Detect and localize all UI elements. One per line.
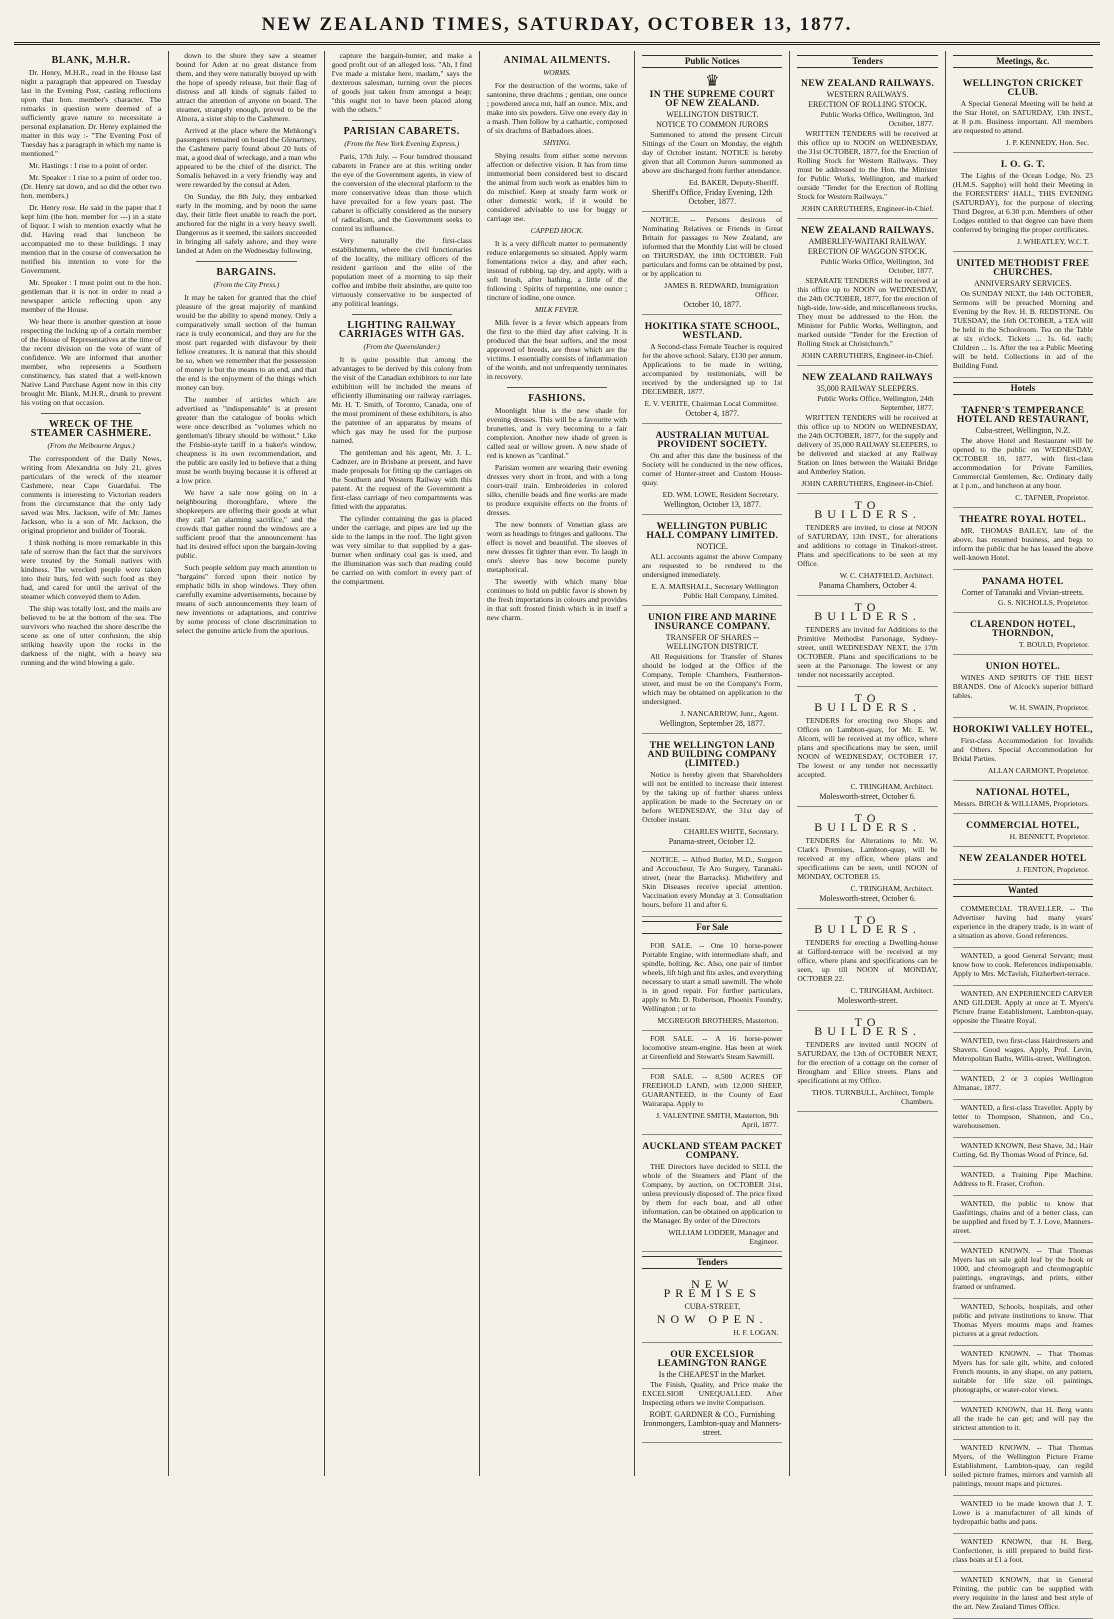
article-paragraph: It is a very difficult matter to permanently reduce enlargements so situated. Apply warm fomentations twice a day, and after each, instead of rubbing, tap dry, and apply, with a soft brush, after bathing, a little of the following : Spirits of turpentine, one ounce ; tincture of iodine, one ounce. <box>486 239 628 302</box>
ad-heading: WELLINGTON PUBLIC HALL COMPANY LIMITED. <box>646 521 779 541</box>
ad-heading: TO BUILDERS. <box>814 600 921 623</box>
wanted-ad <box>953 1440 1093 1496</box>
ad-signature: T. BOULD, Proprietor. <box>1018 640 1089 649</box>
wanted-ad <box>953 1299 1093 1346</box>
ad-heading: HOROKIWI VALLEY HOTEL, <box>952 724 1093 735</box>
section-heading: Public Notices <box>642 55 782 68</box>
wanted-ad <box>953 1138 1093 1167</box>
ad-date: Wellington, October 13, 1877. <box>663 500 761 509</box>
article-paragraph: Mr. Speaker : I must point out to the hon. gentleman that it is not in order to read a newspaper article reflecting upon any member of the House. <box>21 278 162 314</box>
article-paragraph: Mr. Speaker : I rise to a point of order too. (Dr. Henry sat down, and so did the other two hon. members.) <box>21 173 162 200</box>
article-paragraph: We have a sale now going on in a neighbouring thoroughfare, where the shopkeepers are offering their goods at what they call "an alarming sacrifice," and the crowds that gather round the windows are a sufficient proof that the announcement has had its desired effect upon the bargain-loving public. <box>176 488 317 560</box>
ad-signature: JAMES B. REDWARD, Immigration Officer. <box>664 281 779 299</box>
column-7 <box>946 51 1100 1611</box>
ad-heading: AUSTRALIAN MUTUAL PROVIDENT SOCIETY. <box>655 430 770 450</box>
ad-heading: NEW ZEALAND RAILWAYS. <box>800 225 935 236</box>
section-heading: For Sale <box>642 921 782 934</box>
ad-signature: W. C. CHATFIELD, Architect. <box>839 571 934 580</box>
ad-signature: JOHN CARRUTHERS, Engineer-in-Chief. <box>801 479 934 488</box>
ad-body: WANTED KNOWN. -- That Thomas Myers has for sale gilt, white, and colored French mounts, in any shape, on any pattern, suitable for life size oil paintings, photographs, or water-color views. <box>952 1349 1093 1394</box>
article-paragraph: Very naturally the first-class establishments, where the civil functionaries of the locality, the military officers of the resident garrison and the elite of the population meet of a morning to sip their coffee and imbibe their absinthe, are quite too virtuously conservative to be suspected of any political leanings. <box>331 236 472 308</box>
wanted-ad <box>953 1243 1093 1299</box>
article-paragraph: Parisian women are wearing their evening dresses very short in front, and with a long court-trail train. Embroideries in colored silks, chenille beads and fine works are made to produce exquisite effects on the fronts of dresses. <box>486 463 628 517</box>
tender-sleepers <box>797 366 937 494</box>
ad-body: The Finish, Quality, and Price make the EXCELSIOR UNEQUALLED. After Inspecting others we invite Comparison. <box>642 1380 783 1407</box>
ad-date: Panama Chambers, October 4. <box>818 581 917 590</box>
article-paragraph: Such people seldom pay much attention to "bargains" forced upon their notice by emphatic bills in shop windows. They often carefully examine advertisements, because by means of such announcements they learn of new inventions or adaptations, and contrive by some process of close discrimination to select the genuine article from the spurious. <box>176 563 317 635</box>
ad-body: WINES AND SPIRITS OF THE BEST BRANDS. One of Alcock's superior billiard tables. <box>952 673 1093 700</box>
ad-heading: UNITED METHODIST FREE CHURCHES. <box>956 258 1090 278</box>
to-builders-ad <box>797 909 937 1011</box>
article-paragraph: Milk fever is a fever which appears from the first to the third day after calving. It is produced that the heat suffers, and the most approved of breeds, are those which are the victims. I essentially consists of inflammation of the womb, and not unfrequently terminates in recovery. <box>486 318 628 381</box>
ad-heading: NEW ZEALAND RAILWAYS. <box>800 78 935 89</box>
ad-subheading: Cuba-street, Wellington, N.Z. <box>975 426 1071 435</box>
ad-signature: J. VALENTINE SMITH, Masterton, 9th April, 1877. <box>656 1111 779 1129</box>
article-paragraph: For the destruction of the worms, take of santonine, three drachms ; gentian, one ounce ; powdered areca nut, half an ounce. Mix, and make into six powders. Give one every day in a mash. Then follow by a cathartic, composed of six drachms of Barbadoes aloes. <box>486 81 628 135</box>
ad-signature: ROBT. GARDNER & CO., Furnishing Ironmongers, Lambton-quay and Manners-street. <box>643 1410 782 1437</box>
ad-body: WANTED KNOWN, that in General Printing, the public can be supplied with every requisite in the latest and best style of the art. New Zealand Times Office. <box>952 1575 1093 1611</box>
wanted-ad <box>953 1572 1093 1619</box>
ad-signature: Ed. BAKER, Deputy-Sheriff. <box>688 178 779 187</box>
column-2 <box>169 51 324 1476</box>
ad-heading: TO BUILDERS. <box>814 498 921 521</box>
wanted-ad <box>953 948 1093 986</box>
column-1 <box>14 51 169 1476</box>
ad-body: SEPARATE TENDERS will be received at this office up to NOON on WEDNESDAY, the 24th OCTOBER, 1877, for the erection of high-side, low-side, and miscellaneous trucks. They must be addressed to the Hon. the Minister for Public Works, Wellington, and marked outside "Tender for the Erection of Rolling Stock at Christchurch." <box>797 276 938 348</box>
ad-body: TENDERS are invited, to close at NOON of SATURDAY, 13th INST., for alterations and additions to cottage in Tinakori-street. Plans and specifications to be seen at my Office. <box>797 523 938 568</box>
ad-title: TRANSFER OF SHARES -- WELLINGTON DISTRICT. <box>665 633 759 651</box>
wanted-ad <box>953 1167 1093 1196</box>
notice-union-fire <box>642 606 782 734</box>
article-paragraph: Mr. Hastings : I rise to a point of order. <box>29 161 148 170</box>
columns <box>14 51 1100 1611</box>
ad-body: FOR SALE. -- A 16 horse-power locomotive steam-engine. Has been at work at Greenfield and Stewart's Steam Sawmill. <box>642 1034 783 1061</box>
wanted-ad <box>953 1496 1093 1534</box>
ad-date: October 10, 1877. <box>683 300 742 309</box>
article-source: (From the City Press.) <box>213 280 280 289</box>
ad-subheading: CUBA-STREET, <box>684 1302 741 1311</box>
article-paragraph: Paris, 17th July. -- Four hundred thousand cabarets in France are at this writing under the eye of the Government agents, in view of the conversion of the electoral platform to the more conservative ideas than those which have prevailed for a few years past. The cabaret is officially considered as the nursery of radicalism, and the Government seeks to control its influence. <box>331 152 472 233</box>
hotel-ad <box>953 613 1093 655</box>
ad-signature: E. V. VERITE, Chairman Local Committee. <box>644 399 779 408</box>
ad-body: TENDERS for erecting two Shops and Offices on Lambton-quay, for Mr. E. W. Alcorn, will be received at my office, where plans and specifications may be seen, until NOON of WEDNESDAY, OCTOBER 17. The lowest or any tender not necessarily accepted. <box>797 716 938 779</box>
ad-body: WANTED, the public to know that Gasfittings, chains and of a better class, can be supplied and fixed by T. J. Love, Manners-street. <box>952 1199 1093 1235</box>
auckland-steam-packet <box>642 1135 782 1252</box>
article-paragraph: The number of articles which are advertised as "indispensable" is at present greater than the catalogue of books which were once described as "volumes which no gentleman's library should be without." Like the Frisbie-style tariff in a baker's window, cheapness is its own recommendation, and the public are easily led to believe that a thing must be worth buying because it is offered at a low price. <box>176 395 317 485</box>
divider <box>41 413 141 414</box>
hotel-ad <box>953 570 1093 613</box>
ad-signature: ALLAN CARMONT, Proprietor. <box>987 766 1089 775</box>
article-heading: ANIMAL AILMENTS. <box>503 55 611 66</box>
ad-heading: AUCKLAND STEAM PACKET COMPANY. <box>642 1141 783 1161</box>
ad-body: WANTED, a Training Pipe Machine. Address to R. Fraser, Crofton. <box>952 1170 1093 1188</box>
ad-body: First-class Accommodation for Invalids and Others. Special Accommodation for Bridal Parties. <box>952 736 1093 763</box>
to-builders-ad <box>797 494 937 596</box>
ad-body: TENDERS for Alterations to Mr. W. Clark's Premises, Lambton-quay, will be received at my office, where plans and specifications can be seen, until NOON of MONDAY, OCTOBER 15. <box>797 836 938 881</box>
ad-date: Panama-street, October 12. <box>668 837 756 846</box>
ad-date: October 4, 1877. <box>685 409 740 418</box>
notice-amp-society <box>642 424 782 515</box>
hotel-ad <box>953 847 1093 880</box>
tender-rolling-stock <box>797 72 937 219</box>
notice-land-building <box>642 734 782 852</box>
ad-body: NOTICE. -- Alfred Butler, M.D., Surgeon and Accoucheur, Te Aro Surgery, Taranaki-street, (near the Barracks). Midwifery and Skin Diseases receive special attention. Vaccination every Monday at 3. Consultation hours, before 11 and after 6. <box>642 855 783 909</box>
hotel-ad <box>953 399 1093 508</box>
ad-heading: TO BUILDERS. <box>814 1015 921 1038</box>
ad-date: Molesworth-street, October 6. <box>819 894 916 903</box>
article-paragraph: The sweetly with which many blue continues to hold on public favor is shown by the fresh importations in colours and provides in that soft frosted finish which is in itself a new charm. <box>486 577 628 622</box>
ad-subheading: WESTERN RAILWAYS. <box>826 90 909 99</box>
article-subheading: WORMS. <box>543 68 571 77</box>
masthead: NEW ZEALAND TIMES, SATURDAY, OCTOBER 13, 1877. <box>14 10 1100 45</box>
notice-surgeon <box>642 852 782 917</box>
excelsior-range-ad <box>642 1343 782 1443</box>
ad-signature: CHARLES WHITE, Secretary. <box>683 827 779 836</box>
wanted-ad <box>953 986 1093 1033</box>
meeting-cricket-club <box>953 72 1093 153</box>
ad-body: THE Directors have decided to SELL the whole of the Steamers and Plant of the Company, by auction, on OCTOBER 31st, unless previously disposed of. The price fixed by them for each boat, and all other information, can be obtained on application to the Manager. By order of the Directors <box>642 1162 783 1225</box>
article-paragraph: The new bonnets of Venetian glass are worn as headings to fringes and galloons. The effect is novel and beautiful. The sleeves of new dresses fit tighter than ever. To laugh in one's sleeve has now become purely metaphorical. <box>486 520 628 574</box>
hotel-ad <box>953 508 1093 570</box>
ad-body: Summoned to attend the present Circuit Sittings of the Court on Monday, the eighth day of October instant. NOTICE is hereby given that all Common Jurors summoned as above are discharged from further attendance. <box>642 130 783 175</box>
article-paragraph: The cylinder containing the gas is placed under the carriage, and pipes are led up the side to the lamps in the roof. The light given was very similar to that supplied by a gas-burner when ordinary coal gas is used, and the illumination was such that reading could be carried on with comfort in every part of the compartment. <box>331 514 472 586</box>
ad-body: WRITTEN TENDERS will be received at this office up to NOON on WEDNESDAY, the 24th OCTOBER, 1877, for the supply and delivery of 35,000 RAILWAY SLEEPERS, to be delivered and stacked at any Railway Station on lines between the Waitaki Bridge and Amberley Station. <box>797 413 938 476</box>
to-builders-ad <box>797 687 937 807</box>
ad-body: WANTED, two first-class Hairdressers and Shavers. Good wages. Apply, Prof. Levin, Metropolitan Baths, Willis-street, Wellington. <box>952 1036 1093 1063</box>
ad-date: Public Works Office, Wellington, 24th September, 1877. <box>817 394 934 412</box>
article-paragraph: On Sunday, the 8th July, they embarked early in the morning, and by noon the same day, their little fleet unable to reach the port, anchored for the night in a very heavy swell. Dangerous as it seemed, the sailors succeeded in bringing all safely ashore, and they were landed at Aden on the Wednesday following. <box>176 192 317 255</box>
ad-signature: E. A. MARSHALL, Secretary Wellington Public Hall Company, Limited. <box>651 582 779 600</box>
ad-body: The Lights of the Ocean Lodge, No. 23 (H.M.S. Sappho) will hold their Meeting in the FORESTERS' HALL, THIS EVENING (SATURDAY), for the purpose of electing Third Degree, at 6.30 p.m. Members of other Lodges entitled to that degree can have them conferred by bringing the proper certificates. <box>952 171 1093 234</box>
ad-subheading: Corner of Taranaki and Vivian-streets. <box>961 588 1085 597</box>
ad-heading: I. O. G. T. <box>1000 159 1045 170</box>
ad-title: NOTICE TO COMMON JURORS <box>656 120 769 129</box>
article-paragraph: It is quite possible that among the advantages to be derived by this colony from the visit of the Canadian exhibitors to our late exhibition will be included the means of efficiently illuminating our railway carriages. Mr. H. T. Smith, of Toronto, Canada, one of the most prominent of these exhibitors, is also the patentee of an apparatus by means of which gas may be used for the purpose named. <box>331 355 472 445</box>
section-heading: Hotels <box>953 382 1093 395</box>
ad-heading: CLARENDON HOTEL, THORNDON, <box>970 619 1076 639</box>
ad-body: WANTED, a good General Servant; must know how to cook. References indispensable. Apply to Mrs. McTavish, Fitzherbert-terrace. <box>952 951 1093 978</box>
ad-heading: NEW ZEALAND RAILWAYS <box>802 372 933 383</box>
article-paragraph: It may be taken for granted that the chief pleasure of the great majority of mankind would be the ability to spend money. Only a comparatively small section of the human race is truly economical, and they are for the most part regarded with disfavour by their fellow creatures. It is natural that this should be so, when we remember that the possession of money is but the means to an end, and that the end is the enjoyment of the things which money can buy. <box>176 293 317 392</box>
wanted-ad <box>953 1100 1093 1138</box>
for-sale-engine <box>642 938 782 1031</box>
ad-signature: C. TAFNER, Proprietor. <box>1015 493 1089 502</box>
ad-date: Molesworth-street. <box>837 996 898 1005</box>
ad-signature: G. S. NICHOLLS, Proprietor. <box>998 598 1089 607</box>
section-heading: Tenders <box>797 55 937 68</box>
ad-signature: H. F. LOGAN. <box>733 1328 779 1337</box>
ad-body: WANTED KNOWN, that H. Berg wants all the trade he can get; and will pay the strictest attention to it. <box>952 1405 1093 1432</box>
ad-body: WANTED KNOWN, Best Shave, 3d.; Hair Cutting, 6d. By Thomas Wood of Prince, 6d. <box>952 1141 1093 1159</box>
article-heading: BLANK, M.H.R. <box>51 55 131 66</box>
wanted-ad <box>953 1196 1093 1243</box>
hotel-ad <box>953 781 1093 814</box>
ad-heading: THEATRE ROYAL HOTEL. <box>959 514 1087 525</box>
article-heading: LIGHTING RAILWAY CARRIAGES WITH GAS. <box>338 320 465 340</box>
article-source: (From the Melbourne Argus.) <box>47 441 135 450</box>
ad-signature: H. BENNETT, Proprietor. <box>1009 832 1089 841</box>
to-builders-ad <box>797 807 937 909</box>
ad-body: COMMERCIAL TRAVELLER. -- The Advertiser having had many years' experience in the drapery trade, is in want of a situation as above. Good references. <box>952 904 1093 940</box>
article-paragraph: The ship was totally lost, and the mails are believed to be at the bottom of the sea. The survivors who reached the shore describe the scene as one of utter confusion, the ship striking heavily upon the rocks in the darkness of the night, with a heavy sea running and the wind blowing a gale. <box>21 604 162 667</box>
section-heading: Meetings, &c. <box>953 55 1093 68</box>
ad-signature: ED. WM. LOWE, Resident Secretary. <box>662 490 779 499</box>
ad-body: WRITTEN TENDERS will be received at this office up to NOON on WEDNESDAY, the 31st OCTOBER, 1877, for the Erection of Rolling Stock for Western Railways. They must be addressed to the Hon. the Minister for Public Works, Wellington, and marked outside "Tender for the Erection of Rolling Stock for Western Railways." <box>797 129 938 201</box>
ad-date: Wellington, September 28, 1877. <box>659 719 766 728</box>
ad-heading: THE WELLINGTON LAND AND BUILDING COMPANY (LIMITED.) <box>647 740 777 769</box>
column-3 <box>325 51 480 1476</box>
ad-signature: C. TRINGHAM, Architect. <box>850 884 934 893</box>
section-heading: Tenders <box>642 1256 782 1269</box>
wanted-ad <box>953 1346 1093 1402</box>
article-heading: FASHIONS. <box>528 393 586 404</box>
ad-subheading: ANNIVERSARY SERVICES. <box>973 279 1072 288</box>
notice-hokitika-school <box>642 315 782 424</box>
ad-heading: NEW PREMISES <box>663 1277 761 1300</box>
ad-body: WANTED, a first-class Traveller. Apply by letter to Thompson, Shannon, and Co., warehousemen. <box>952 1103 1093 1130</box>
article-paragraph: Moonlight blue is the new shade for evening dresses. This will be a favourite with brunettes, and is very becoming to a fair complexion. Another new shade of green is called seal or willow green. A new shade of red is known as "cardinal." <box>486 406 628 460</box>
ad-date: Public Works Office, Wellington, 3rd October, 1877. <box>820 257 934 275</box>
ad-body: WANTED KNOWN, that H. Berg, Confectioner, is still prepared to build first-class boats at £1 a foot. <box>952 1537 1093 1564</box>
royal-crest-icon: ♛ <box>705 73 720 90</box>
article-paragraph: The correspondent of the Daily News, writing from Alexandria on July 21, gives particulars of the wreck of the steamer Cashmere, near Cape Guardafui. The comments is interesting to Victorian readers from the circumstance that the only lady saved was Mrs. Jackson, wife of Mr. James Jackson, who is a son of Mr. Jackson, the original proprietor and builder of Toorak. <box>21 454 162 535</box>
ad-heading: COMMERCIAL HOTEL, <box>966 820 1080 831</box>
ad-heading: IN THE SUPREME COURT OF NEW ZEALAND. <box>649 89 775 109</box>
ad-title: ERECTION OF ROLLING STOCK. <box>808 100 928 109</box>
ad-signature: Messrs. BIRCH & WILLIAMS, Proprietors. <box>953 799 1089 808</box>
ad-title: NOTICE. <box>696 542 728 551</box>
ad-body: WANTED, 2 or 3 copies Wellington Almanac, 1877. <box>952 1074 1093 1092</box>
divider <box>507 387 607 388</box>
ad-heading: TO BUILDERS. <box>814 811 921 834</box>
column-5 <box>635 51 790 1476</box>
ad-heading: WELLINGTON CRICKET CLUB. <box>962 78 1083 98</box>
article-paragraph: The gentleman and his agent, Mr. J. L. Cadnzer, are in Brisbane at present, and have made proposals for fitting up the carriages on the Southern and Western Railway with this patent. At the request of the Government a first-class carriage of two compartments was fitted with the apparatus. <box>331 448 472 511</box>
hotel-ad <box>953 718 1093 781</box>
ad-body: TENDERS for erecting a Dwelling-house at Gifford-terrace will be received at my office, where plans and specifications can be seen, up till NOON of MONDAY, OCTOBER 22. <box>797 938 938 983</box>
article-paragraph: I think nothing is more remarkable in this tale of sorrow than the fact that the survivors were treated by the Somali natives with kindness. The wrecked people were taken into their huts, fed with such food as they had, and cared for until the arrival of the steamer which conveyed them to Aden. <box>21 538 162 601</box>
ad-body: WANTED KNOWN. -- That Thomas Myers, of the Wellington Picture Frame Establishment, Lambton-quay, can regild soiled picture frames, mirrors and varnish all paintings, mount maps and pictures. <box>952 1443 1093 1488</box>
notice-supreme-court <box>642 72 782 212</box>
ad-subheading: AMBERLEY-WAITAKI RAILWAY. <box>808 237 927 246</box>
ad-heading: UNION FIRE AND MARINE INSURANCE COMPANY. <box>647 612 777 632</box>
tender-waggon-stock <box>797 219 937 366</box>
ad-body: WANTED, AN EXPERIENCED CARVER AND GILDER. Apply at once at T. Myers's Picture frame Establishment, Lambton-quay, opposite the Theatre Royal. <box>952 989 1093 1025</box>
ad-heading: NATIONAL HOTEL, <box>975 787 1070 798</box>
ad-body: FOR SALE. -- One 10 horse-power Portable Engine, with intermediate shaft, and spindle, bolting, &c. Also, one pair of timber wheels, lift high and fits axles, and everything necessary to start a small sawmill. The whole is in good repair. For further particulars, apply to Mr. D. Robertson, Phoenix Foundry, Wellington ; or to <box>642 941 783 1013</box>
ad-heading: OUR EXCELSIOR LEAMINGTON RANGE <box>657 1349 767 1369</box>
notice-immigration <box>642 212 782 315</box>
ad-body: WANTED KNOWN. -- That Thomas Myers has on sale gold leaf by the book or 1000, and chromograph and chromographic paintings, engravings, and prints, either framed or unframed. <box>952 1246 1093 1291</box>
ad-subheading: 35,000 RAILWAY SLEEPERS. <box>816 384 919 393</box>
ad-signature: J. WHEATLEY, W.C.T. <box>1017 237 1089 246</box>
ad-body: A Special General Meeting will be held at the Star Hotel, on SATURDAY, 13th INST., at 8 p.m. Business important. All members are requested to attend. <box>952 99 1093 135</box>
ad-signature: W. H. SWAIN, Proprietor. <box>1009 703 1089 712</box>
ad-heading: UNION HOTEL. <box>985 661 1061 672</box>
ad-body: WANTED, Schools, hospitals, and other public and private institutions to know. That Thomas Myers mounts maps and frames pictures at a great reduction. <box>952 1302 1093 1338</box>
ad-date: Sheriff's Office, Friday Evening, 12th October, 1877. <box>651 188 773 206</box>
wanted-ad <box>953 1033 1093 1071</box>
new-premises-ad <box>642 1273 782 1343</box>
ad-date: Public Works Office, Wellington, 3rd October, 1877. <box>820 110 934 128</box>
article-heading: WRECK OF THE STEAMER CASHMERE. <box>30 419 152 439</box>
notice-public-hall <box>642 515 782 606</box>
article-paragraph: We hear there is another question at issue respecting the locking up of a certain member of the House of Representatives at the time of the recent division on the vote of want of confidence. We are informed that another member, who represents a Southern constituency, has stated that a well-known Native Land Purchase Agent now in this city brought Mr. Blank, M.H.R., drunk to prevent his voting on that occasion. <box>21 317 162 407</box>
to-builders-ad <box>797 1011 937 1112</box>
article-paragraph: Shying results from either some nervous affection or defective vision. It has from time immemorial been considered best to discard the animal from such work as enables him to do mischief. Keep at steady farm work or other domestic work, if it would be considered advisable to use for buggy or carriage use. <box>486 151 628 223</box>
ad-signature: WILLIAM LODDER, Manager and Engineer. <box>668 1228 779 1246</box>
ad-title: NOW OPEN. <box>656 1312 768 1326</box>
wanted-ad <box>953 1402 1093 1440</box>
ad-body: TENDERS are invited for Additions to the Primitive Methodist Parsonage, Sydney-street, until WEDNESDAY NEXT, the 17th OCTOBER. Plans and specifications to be seen at the Parsonage. The lowest or any tender not necessarily accepted. <box>797 625 938 679</box>
ad-signature: THOS. TURNBULL, Architect, Temple Chambers. <box>811 1088 934 1106</box>
column-6 <box>790 51 945 1476</box>
ad-body: On and after this date the business of the Society will be conducted in the new offices, corner of Hunter-street and Custom House-quay. <box>642 451 783 487</box>
ad-signature: J. NANCARROW, Junr., Agent. <box>680 709 779 718</box>
ad-heading: TO BUILDERS. <box>814 691 921 714</box>
ad-subheading: Is the CHEAPEST in the Market. <box>658 1370 766 1379</box>
divider <box>352 120 452 121</box>
ad-signature: J. FENTON, Proprietor. <box>1016 865 1089 874</box>
article-paragraph: Dr. Henry, M.H.R., read in the House last night a paragraph that appeared on Tuesday last in the Evening Post, casting reflections upon that hon. member's character. The remarks in question were deemed of a sufficiently grave nature to necessitate a personal explanation. Dr. Henry explained the matter in this way :- "The Evening Post of Tuesday has a paragraph in which my name is mentioned." <box>21 68 162 158</box>
ad-body: On SUNDAY NEXT, the 14th OCTOBER, Sermons will be preached Morning and Evening by the Rev. H. B. REDSTONE. On TUESDAY, the 16th OCTOBER, a TEA will be held in the Schoolroom. Tea on the Table at six o'clock. Tickets ... 1s. 6d. each; Children ... 1s. After the tea a Public Meeting will be held. Collections in aid of the Building Fund. <box>952 289 1093 370</box>
ad-signature: MCGREGOR BROTHERS, Masterton. <box>657 1016 779 1025</box>
column-4 <box>480 51 635 1476</box>
article-source: (From the New York Evening Express.) <box>344 139 460 148</box>
ad-body: Notice is hereby given that Shareholders will not be entitled to increase their interest by the taking up of further shares unless application be made to the Secretary on or before WEDNESDAY, the 31st day of October instant. <box>642 770 783 824</box>
article-subheading: CAPPED HOCK. <box>530 226 584 235</box>
ad-signature: JOHN CARRUTHERS, Engineer-in-Chief. <box>801 204 934 213</box>
ad-date: Molesworth-street, October 6. <box>819 792 916 801</box>
meeting-methodist <box>953 252 1093 378</box>
ad-heading: TO BUILDERS. <box>814 913 921 936</box>
article-paragraph: Dr. Henry rose. He said in the paper that I kept him (the hon. member for ---) in a state of liquor. I wish to mention exactly what he did. Having read that luncheon he accompanied me to these buildings. I may mention that in the course of conversation he notified his intention to vote for the Government. <box>21 203 162 275</box>
meeting-iogt <box>953 153 1093 252</box>
article-source: (From the Queenslander.) <box>363 342 440 351</box>
divider <box>352 314 452 315</box>
to-builders-ad <box>797 596 937 687</box>
ad-body: All Requisitions for Transfer of Shares should be lodged at the Office of the Company, Temple Chambers, Featherston-street, and must be on the Company's Form, which may be obtained on application to the undersigned. <box>642 652 783 706</box>
ad-signature: C. TRINGHAM, Architect. <box>850 782 934 791</box>
ad-signature: C. TRINGHAM, Architect. <box>850 986 934 995</box>
ad-subheading: WELLINGTON DISTRICT. <box>666 110 759 119</box>
ad-body: MR. THOMAS BAILEY, late of the above, has resumed business, and begs to inform the public that he has leased the above well-known Hotel. <box>952 526 1093 562</box>
wanted-ad <box>953 1534 1093 1572</box>
article-paragraph: down to the shore they saw a steamer bound for Aden at no great distance from them, and they were naturally buoyed up with the hope of speedy release, but their flag of distress and all kinds of signals failed to attract the attention of anyone on board. The steamer, strangely enough, proved to be the Alnora, a sister ship to the Cashmere. <box>176 51 317 123</box>
ad-heading: HOKITIKA STATE SCHOOL, WESTLAND. <box>644 321 780 341</box>
for-sale-land <box>642 1069 782 1135</box>
article-paragraph: Arrived at the place where the Mehkong's passengers remained on board the Glenartney, the Cashmere party found about 20 huts of mat, a good deal of wreckage, and a man who appeared to be the chief of the district. The Somalis behaved in a very friendly way and were rewarded by the consul at Aden. <box>176 126 317 189</box>
ad-heading: TAFNER'S TEMPERANCE HOTEL AND RESTAURANT, <box>956 405 1089 425</box>
ad-body: TENDERS are invited until NOON of SATURDAY, the 13th of OCTOBER NEXT, for the erection of a cottage on the corner of Brougham and Ellice streets. Plans and specifications at my Office. <box>797 1040 938 1085</box>
hotel-ad <box>953 655 1093 718</box>
ad-body: FOR SALE. -- 8,500 ACRES OF FREEHOLD LAND, with 12,000 SHEEP, GUARANTEED, in the County of East Wairarapa. Apply to <box>642 1072 783 1108</box>
ad-body: ALL accounts against the above Company are requested to be rendered to the undersigned immediately. <box>642 552 783 579</box>
ad-body: WANTED to be made known that J. T. Lowe is a manufacturer of all kinds of hydropathic baths and pans. <box>952 1499 1093 1526</box>
ad-heading: NEW ZEALANDER HOTEL <box>959 853 1087 864</box>
ad-body: A Second-class Female Teacher is required for the above school. Salary, £130 per annum. Applications to be made in writing, accompanied by testimonials, will be received by the undersigned up to 1st DECEMBER, 1877. <box>642 342 783 396</box>
wanted-ad <box>953 901 1093 948</box>
ad-title: ERECTION OF WAGGON STOCK. <box>807 247 928 256</box>
divider <box>196 261 296 262</box>
ad-body: NOTICE. -- Persons desirous of Nominating Relatives or Friends in Great Britain for passages to New Zealand, are informed that the Monthly List will be closed on THURSDAY, the 18th OCTOBER. Full particulars and forms can be obtained by post, or by application to <box>642 215 783 278</box>
article-paragraph: capture the bargain-hunter, and make a good profit out of an alleged loss. "Ah, I find I've made a mistake here, madam," says the dexterous salesman, turning over the pieces of goods just taken from amongst a heap; "this ought not to have been placed along with the others." <box>331 51 472 114</box>
article-heading: BARGAINS. <box>216 267 277 278</box>
wanted-ad <box>953 1071 1093 1100</box>
ad-signature: J. P. KENNEDY, Hon. Sec. <box>1005 138 1089 147</box>
hotel-ad <box>953 814 1093 847</box>
ad-body: The above Hotel and Restaurant will be opened to the public on WEDNESDAY, OCTOBER 10, 1877, with first-class accommodation for Private Families, Commercial Gentlemen, &c. Ordinary daily at 1 p.m., and luncheon at any hour. <box>952 436 1093 490</box>
article-subheading: SHYING. <box>543 138 571 147</box>
ad-heading: PANAMA HOTEL <box>982 576 1064 587</box>
ad-signature: JOHN CARRUTHERS, Engineer-in-Chief. <box>801 351 934 360</box>
article-heading: PARISIAN CABARETS. <box>343 126 460 137</box>
section-heading: Wanted <box>953 884 1093 897</box>
for-sale-steam-engine <box>642 1031 782 1069</box>
article-subheading: MILK FEVER. <box>535 305 579 314</box>
